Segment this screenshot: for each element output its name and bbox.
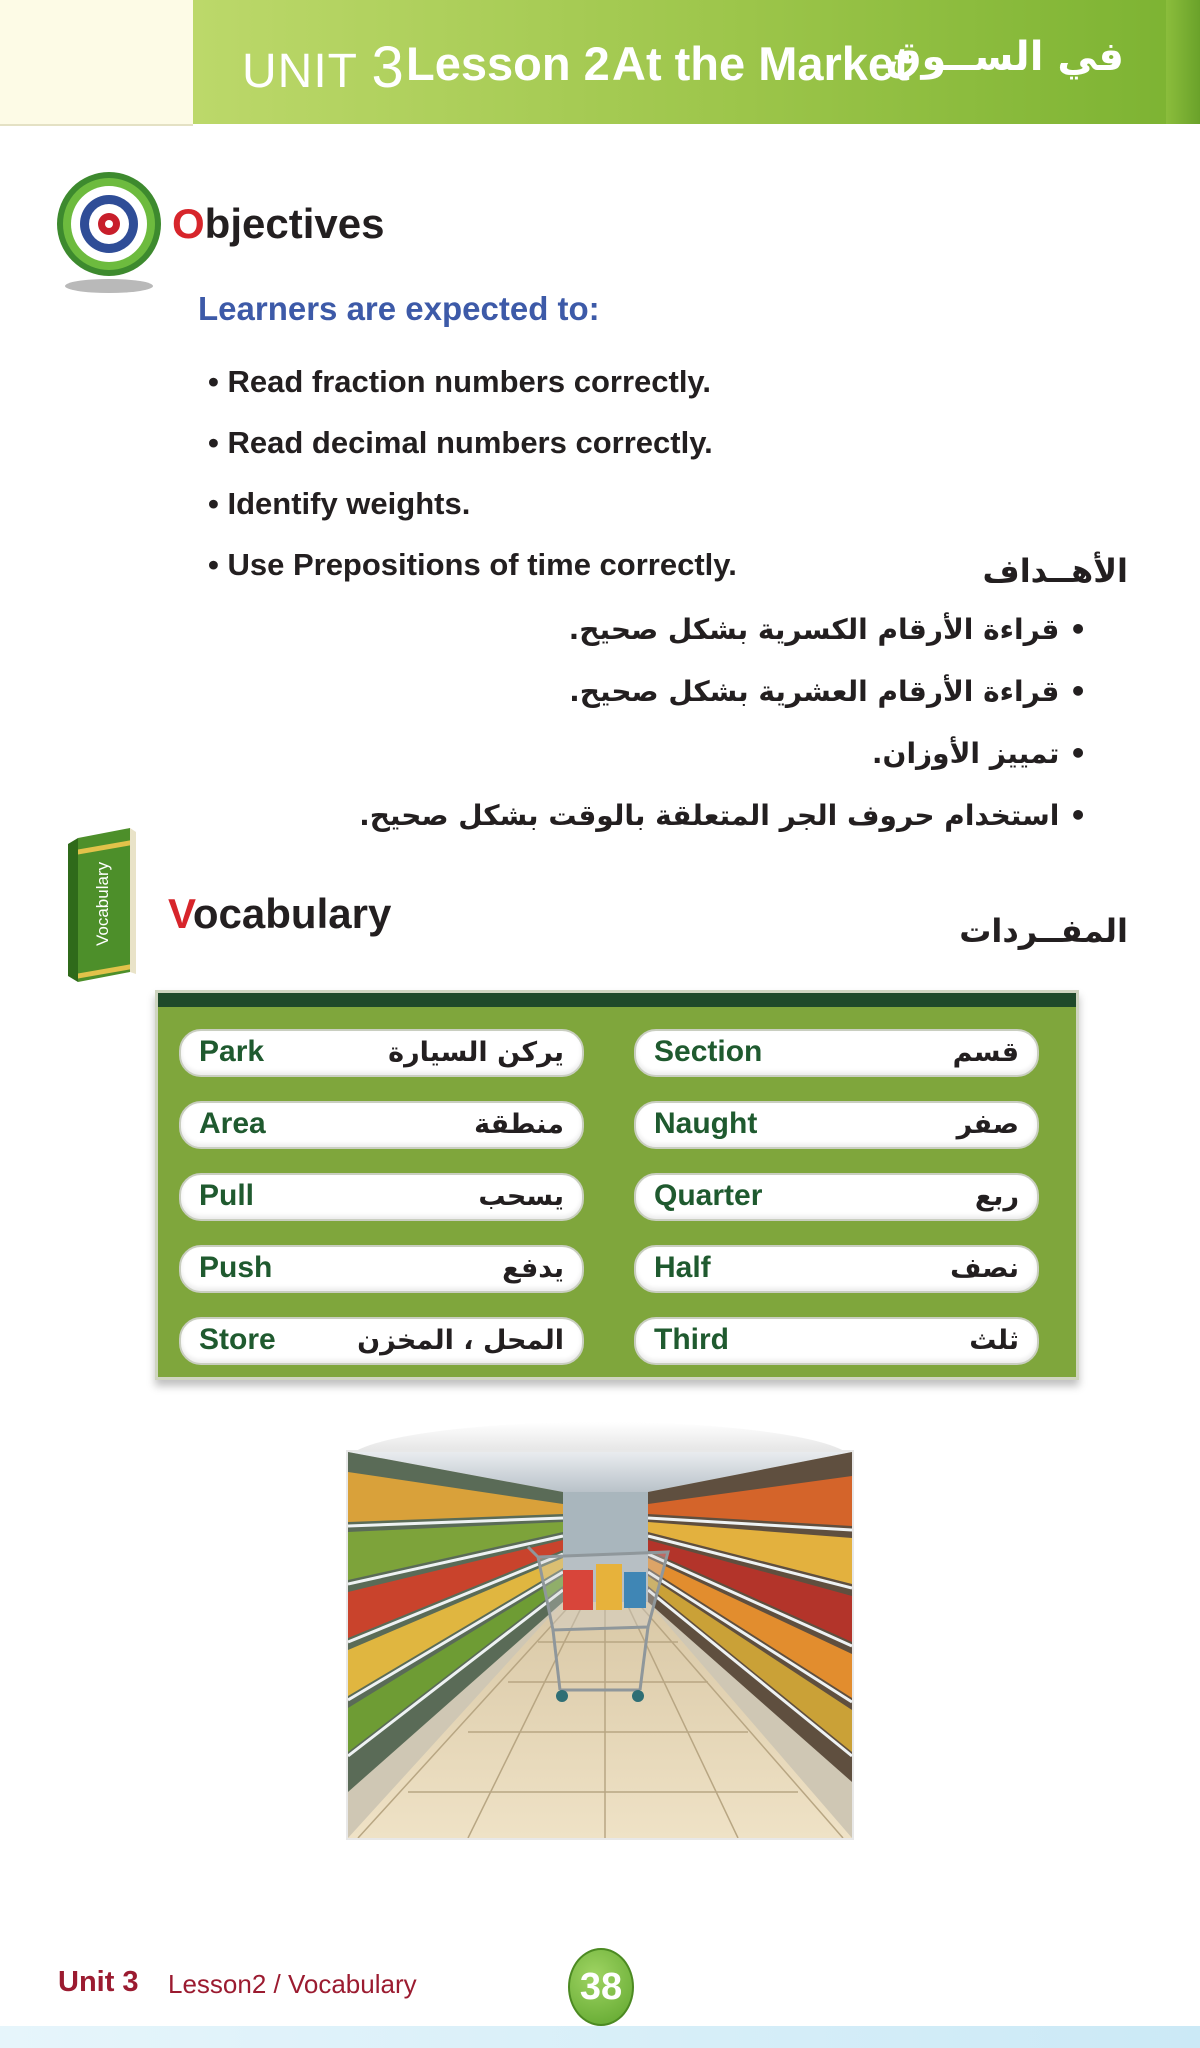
vocab-row bbox=[179, 1173, 584, 1221]
target-icon bbox=[56, 164, 162, 296]
objectives-title bbox=[172, 200, 384, 248]
vocab-row bbox=[634, 1101, 1039, 1149]
vocab-word: Quarter bbox=[654, 1179, 763, 1212]
vocab-row bbox=[179, 1245, 584, 1293]
objective-item: • Identify weights. bbox=[208, 482, 737, 543]
vocabulary-title-arabic: المفــردات bbox=[959, 912, 1128, 950]
vocab-row bbox=[634, 1173, 1039, 1221]
vocab-row bbox=[634, 1317, 1039, 1365]
vocab-translation: نصف bbox=[950, 1253, 1019, 1284]
vocab-word: Section bbox=[654, 1035, 763, 1068]
header-unit bbox=[242, 34, 405, 101]
vocab-translation: يركن السيارة bbox=[388, 1037, 564, 1068]
vocab-word: Third bbox=[654, 1323, 729, 1356]
supermarket-aisle-image bbox=[346, 1450, 854, 1840]
vocab-row bbox=[634, 1245, 1039, 1293]
vocab-word: Half bbox=[654, 1251, 711, 1284]
objective-item-arabic: • استخدام حروف الجر المتعلقة بالوقت بشكل صحيح. bbox=[359, 794, 1087, 856]
vocab-row bbox=[634, 1029, 1039, 1077]
header-lesson: Lesson 2 bbox=[406, 37, 610, 90]
vocab-word: Pull bbox=[199, 1179, 255, 1212]
vocab-translation: ثلث bbox=[969, 1325, 1019, 1356]
objective-item-arabic: • قراءة الأرقام الكسرية بشكل صحيح. bbox=[359, 608, 1087, 670]
vocab-row bbox=[179, 1317, 584, 1365]
objective-item-arabic: • قراءة الأرقام العشرية بشكل صحيح. bbox=[359, 670, 1087, 732]
vocabulary-column-right bbox=[634, 1029, 1039, 1389]
unit-label: UNIT bbox=[242, 45, 358, 98]
vocab-word: Store bbox=[199, 1323, 276, 1356]
vocab-translation: صفر bbox=[956, 1109, 1019, 1140]
vocabulary-title-initial: V bbox=[168, 890, 193, 937]
header-left-panel bbox=[0, 0, 193, 126]
page-number: 38 bbox=[568, 1948, 634, 2026]
header-title-arabic: في الســوق bbox=[885, 34, 1124, 80]
objectives-title-rest: bjectives bbox=[204, 200, 385, 247]
objectives-title-initial: O bbox=[172, 200, 205, 247]
vocab-word: Naught bbox=[654, 1107, 758, 1140]
vocab-translation: ربع bbox=[974, 1181, 1019, 1212]
objectives-title-arabic: الأهــداف bbox=[982, 552, 1128, 590]
vocabulary-title-rest: ocabulary bbox=[192, 890, 392, 937]
vocab-row bbox=[179, 1101, 584, 1149]
objective-item: • Use Prepositions of time correctly. bbox=[208, 543, 737, 604]
objective-item-arabic: • تمييز الأوزان. bbox=[359, 732, 1087, 794]
footer-unit: Unit 3 bbox=[58, 1966, 139, 1998]
vocab-word: Park bbox=[199, 1035, 265, 1068]
header-title: At the Market bbox=[612, 37, 910, 90]
vocab-translation: يسحب bbox=[478, 1181, 564, 1212]
vocab-translation: منطقة bbox=[474, 1109, 564, 1140]
objective-item: • Read decimal numbers correctly. bbox=[208, 421, 737, 482]
supermarket-photo-frame bbox=[346, 1422, 854, 1852]
footer-lesson: Lesson2 / Vocabulary bbox=[168, 1969, 417, 1999]
vocab-word: Push bbox=[199, 1251, 273, 1284]
unit-number: 3 bbox=[371, 35, 405, 100]
book-label: Vocabulary bbox=[93, 861, 112, 946]
vocab-translation: قسم bbox=[952, 1037, 1019, 1068]
footer-band bbox=[0, 2026, 1200, 2048]
vocabulary-column-left bbox=[179, 1029, 584, 1389]
vocab-row bbox=[179, 1029, 584, 1077]
vocabulary-panel bbox=[155, 990, 1079, 1380]
objectives-list-arabic bbox=[359, 608, 1087, 856]
objectives-list bbox=[208, 360, 737, 604]
vocab-translation: يدفع bbox=[502, 1253, 564, 1284]
book-icon bbox=[64, 826, 140, 984]
vocabulary-title bbox=[168, 890, 391, 938]
objectives-subtitle: Learners are expected to: bbox=[198, 290, 600, 327]
objective-item: • Read fraction numbers correctly. bbox=[208, 360, 737, 421]
vocab-word: Area bbox=[199, 1107, 266, 1140]
vocab-translation: المحل ، المخزن bbox=[357, 1325, 564, 1356]
